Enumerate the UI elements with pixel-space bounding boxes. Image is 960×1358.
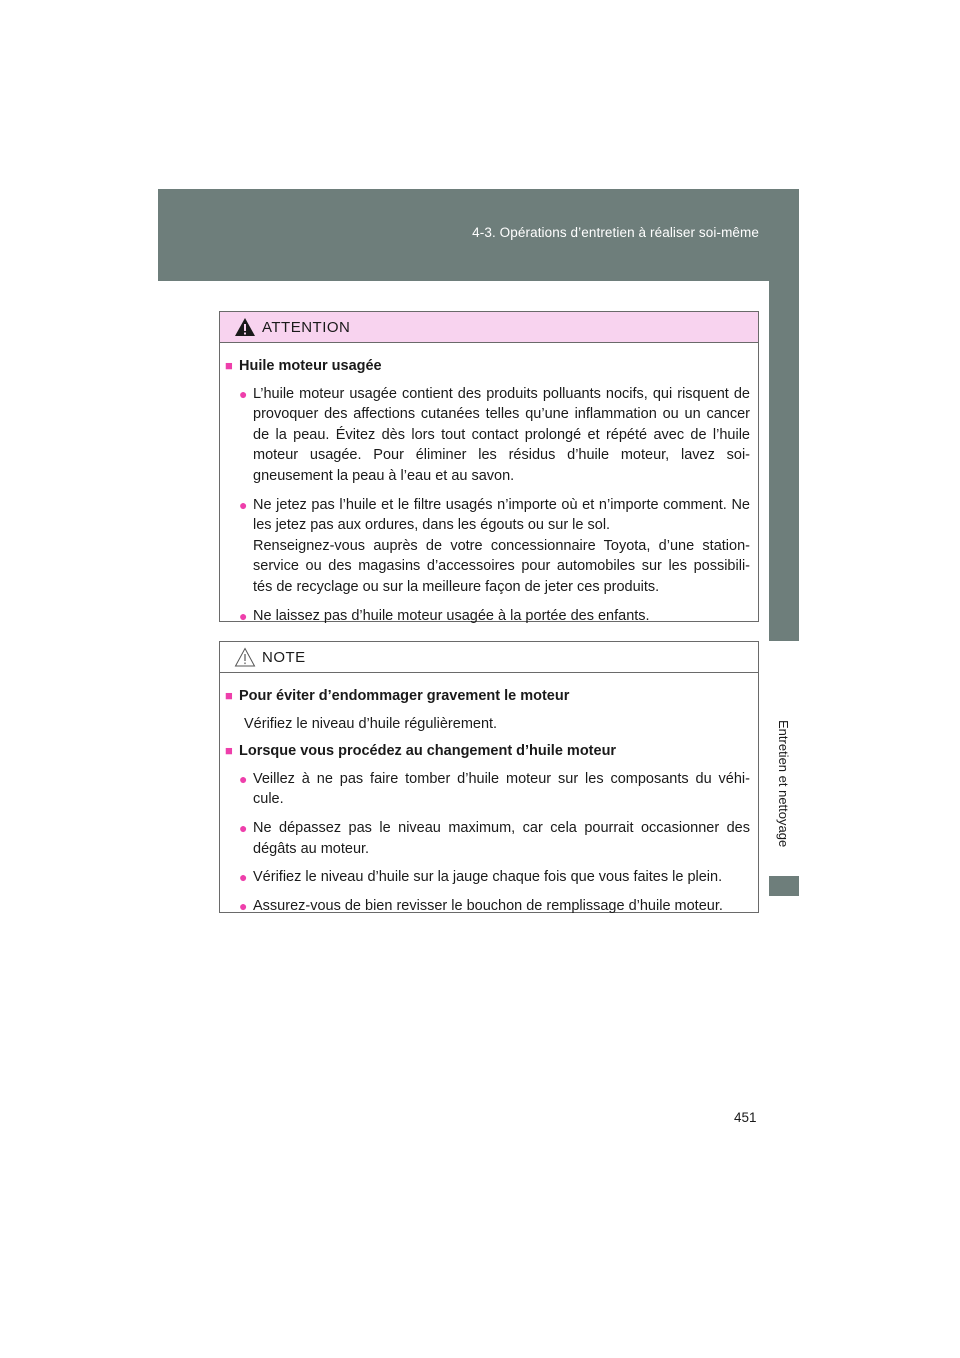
list-item bbox=[239, 867, 750, 888]
list-item bbox=[239, 606, 750, 627]
section-title: 4-3. Opérations d’entretien à réaliser soi-même bbox=[472, 225, 759, 240]
list-item-text: Assurez-vous de bien revisser le bouchon de remplissage d’huile moteur. bbox=[253, 897, 723, 914]
circle-bullet-icon: ● bbox=[239, 385, 248, 402]
circle-bullet-icon: ● bbox=[239, 607, 248, 624]
heading-text: Pour éviter d’endommager gravement le moteur bbox=[239, 688, 570, 704]
list-item-text: Ne jetez pas l’huile et le filtre usagés n’importe où et n’importe comment. Ne les jetez pas aux ordures, dans les égouts ou sur le sol. bbox=[253, 496, 750, 534]
list-item-text: Ne laissez pas d’huile moteur usagée à la portée des enfants. bbox=[253, 607, 650, 624]
circle-bullet-icon: ● bbox=[239, 819, 248, 836]
square-bullet-icon: ■ bbox=[225, 743, 233, 759]
list-item-text: Renseignez-vous auprès de votre concessionnaire Toyota, d’une station- service ou des magasins d’accessoires pour automobiles sur les possibili- tés de recyclage ou sur la meilleure façon de jeter ces produits. bbox=[253, 537, 750, 595]
section-heading bbox=[225, 686, 750, 707]
heading-text: Lorsque vous procédez au changement d’huile moteur bbox=[239, 743, 617, 760]
chapter-number: 4 bbox=[780, 643, 788, 657]
note-header bbox=[220, 642, 758, 673]
list-item-text: L’huile moteur usagée contient des produits polluants nocifs, qui risquent de provoquer des affections cutanées telles qu’une inflammation ou un cancer de la peau. Évitez dès lors tout contact prolongé et répété avec de l’huile moteur usagée. Pour éliminer les résidus d’huile moteur, lavez soi- gneusement la peau à l’eau et au savon. bbox=[253, 385, 750, 484]
square-bullet-icon: ■ bbox=[225, 358, 233, 373]
attention-box bbox=[219, 311, 759, 622]
chapter-title: Entretien et nettoyage bbox=[776, 720, 791, 848]
note-body bbox=[220, 673, 758, 916]
attention-header bbox=[220, 312, 758, 343]
list-item-text: Vérifiez le niveau d’huile sur la jauge chaque fois que vous faites le plein. bbox=[253, 869, 723, 886]
list-item bbox=[239, 896, 750, 917]
list-item bbox=[239, 769, 750, 810]
header-band bbox=[158, 189, 799, 281]
circle-bullet-icon: ● bbox=[239, 496, 248, 513]
circle-bullet-icon: ● bbox=[239, 869, 248, 886]
caution-triangle-icon bbox=[234, 647, 256, 667]
list-item-text: Ne dépassez pas le niveau maximum, car cela pourrait occasionner des dégâts au moteur. bbox=[253, 819, 750, 857]
circle-bullet-icon: ● bbox=[239, 897, 248, 914]
note-box bbox=[219, 641, 759, 913]
list-item bbox=[239, 384, 750, 487]
list-item bbox=[239, 495, 750, 598]
list-item bbox=[239, 818, 750, 859]
circle-bullet-icon: ● bbox=[239, 770, 248, 787]
note-label: NOTE bbox=[262, 648, 306, 666]
warning-triangle-icon bbox=[234, 317, 256, 337]
paragraph: Vérifiez le niveau d’huile régulièrement. bbox=[244, 715, 498, 732]
attention-body bbox=[220, 343, 758, 626]
list-item-text: Veillez à ne pas faire tomber d’huile moteur sur les composants du véhi- cule. bbox=[253, 770, 750, 808]
page-number: 451 bbox=[734, 1110, 757, 1125]
square-bullet-icon: ■ bbox=[225, 688, 233, 703]
attention-label: ATTENTION bbox=[262, 318, 351, 336]
heading-text: Huile moteur usagée bbox=[239, 358, 382, 374]
section-heading bbox=[225, 356, 750, 377]
section-heading bbox=[225, 741, 750, 762]
